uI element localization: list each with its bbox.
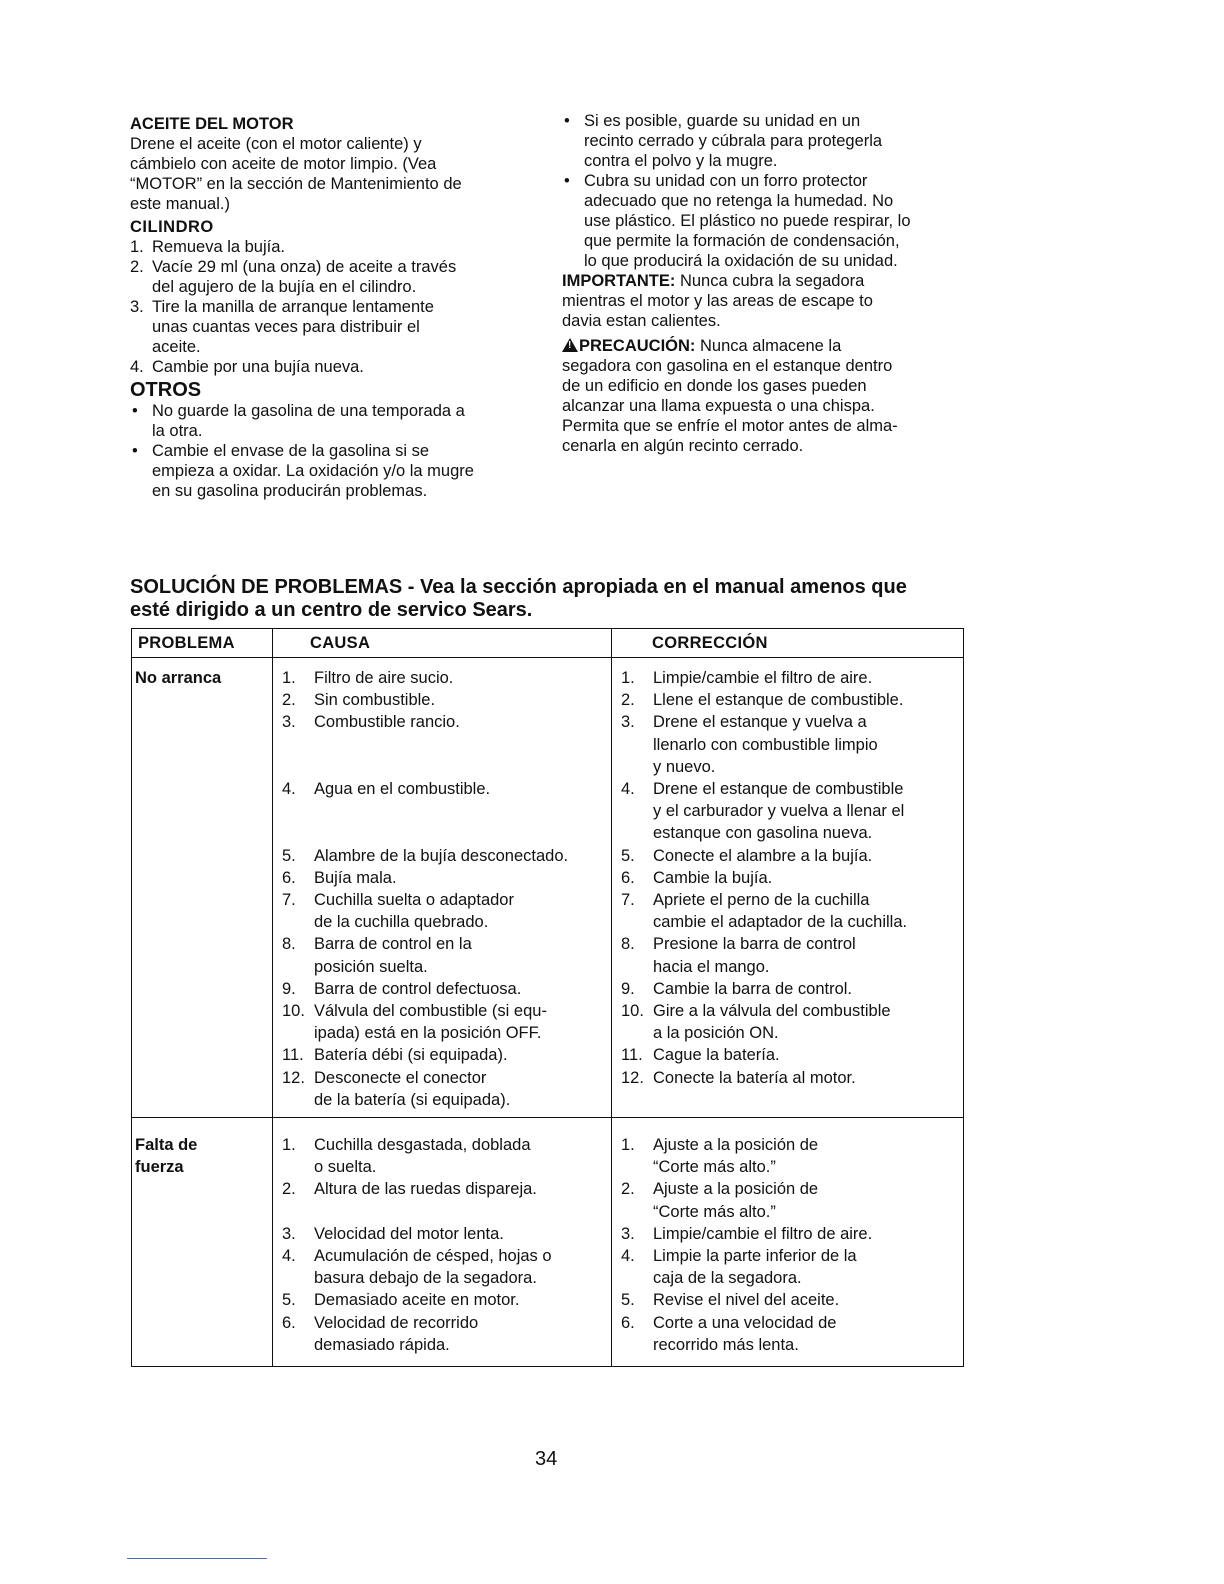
otros-bullets [130, 401, 530, 501]
otros-heading: OTROS [130, 379, 202, 401]
list-item: • Si es posible, guarde su unidad en un recinto cerrado y cúbrala para protegerla contra el polvo y la mugre. [564, 112, 883, 170]
cilindro-steps [130, 237, 530, 377]
page-number: 34 [535, 1448, 558, 1470]
aceite-heading: ACEITE DEL MOTOR [130, 115, 294, 133]
storage-bullets [562, 111, 967, 271]
problem-no-arranca: No arranca [135, 669, 222, 687]
list-item: • Cambie el envase de la gasolina si se empieza a oxidar. La oxidación y/o la mugre en su gasolina producirán problemas. [132, 442, 474, 500]
header-correccion: CORRECCIÓN [652, 634, 768, 652]
troubleshooting-title: SOLUCIÓN DE PROBLEMAS - Vea la sección apropiada en el manual amenos que esté dirigido a un centro de servico Sears. [130, 576, 907, 621]
list-item: 4. Cambie por una bujía nueva. [130, 358, 364, 376]
right-column [562, 111, 967, 456]
problem-falta-de-fuerza: Falta de fuerza [135, 1136, 198, 1176]
header-divider [132, 657, 963, 658]
precaucion-paragraph: !PRECAUCIÓN: Nunca almacene la segadora con gasolina en el estanque dentro de un edificio en donde los gases pueden alcanzar una llama expuesta o una chispa. Permita que se enfríe el motor antes de alma- cenarla en algún recinto cerrado. [562, 336, 967, 456]
warning-icon [562, 338, 578, 352]
footer-rule [127, 1558, 267, 1559]
list-item: 2. Vacíe 29 ml (una onza) de aceite a través del agujero de la bujía en el cilindro. [130, 258, 457, 296]
left-column [130, 114, 530, 501]
list-item: • Cubra su unidad con un forro protector adecuado que no retenga la humedad. No use plástico. El plástico no puede respirar, lo que permite la formación de condensación, lo que producirá la oxidación de su unidad. [564, 172, 911, 270]
column-divider [272, 629, 273, 1366]
aceite-paragraph: Drene el aceite (con el motor caliente) y cámbielo con aceite de motor limpio. (Vea “MOTOR” en la sección de Mantenimiento de este manual.) [130, 135, 462, 213]
troubleshooting-table: PROBLEMA CAUSA CORRECCIÓN No arranca 1. Filtro de aire sucio. 2. Sin combustible. 3. Combustible rancio. 4. Agua en el combustible. 5. Alambre de la bujía desconectado. 6. Bujía mala. 7. Cuchilla suelta o adaptador de la cuchilla quebrado. 8. Barra de control en la posición suelta. 9. Barra de control defectuosa. 10. Válvula del combustible (si equ- ipada) está en la posición OFF. 11. Batería débi (si equipada). 12. Desconecte el conector de la batería (si equipada). 1. Limpie/cambie el filtro de aire. 2. Llene el estanque de combustible. 3. Drene el estanque y vuelva a llenarlo con combustible limpio y nuevo. 4. Drene el estanque de combustible y el carburador y vuelva a llenar el estanque con gasolina nueva. 5. Conecte el alambre a la bujía. 6. Cambie la bujía. 7. Apriete el perno de la cuchilla cambie el adaptador de la cuchilla. 8. Presione la barra de control hacia el mango. 9. Cambie la barra de control. 10. Gire a la válvula del combustible a la posición ON. 11. Cague la batería. 12. Conecte la batería al motor. Falta de fuerza 1. Cuchilla desgastada, doblada o suelta. 2. Altura de las ruedas dispareja. 3. Velocidad del motor lenta. 4. Acumulación de césped, hojas o basura debajo de la segadora. 5. Demasiado aceite en motor. 6. Velocidad de recorrido demasiado rápida. 1. Ajuste a la posición de “Corte más alto.” 2. Ajuste a la posición de “Corte más alto.” 3. Limpie/cambie el filtro de aire. 4. Limpie la parte inferior de la caja de la segadora. 5. Revise el nivel del aceite. 6. Corte a una velocidad de recorrido más lenta. [131, 628, 964, 1367]
importante-paragraph: IMPORTANTE: Nunca cubra la segadora mientras el motor y las areas de escape to davia estan calientes. [562, 272, 873, 330]
list-item: 3. Tire la manilla de arranque lentamente unas cuantas veces para distribuir el aceite. [130, 298, 434, 356]
list-item: 1. Remueva la bujía. [130, 238, 285, 256]
header-problema: PROBLEMA [138, 634, 235, 652]
cilindro-heading: CILINDRO [130, 218, 214, 236]
header-causa: CAUSA [310, 634, 371, 652]
row-divider [132, 1117, 963, 1118]
list-item: • No guarde la gasolina de una temporada a la otra. [132, 402, 465, 440]
